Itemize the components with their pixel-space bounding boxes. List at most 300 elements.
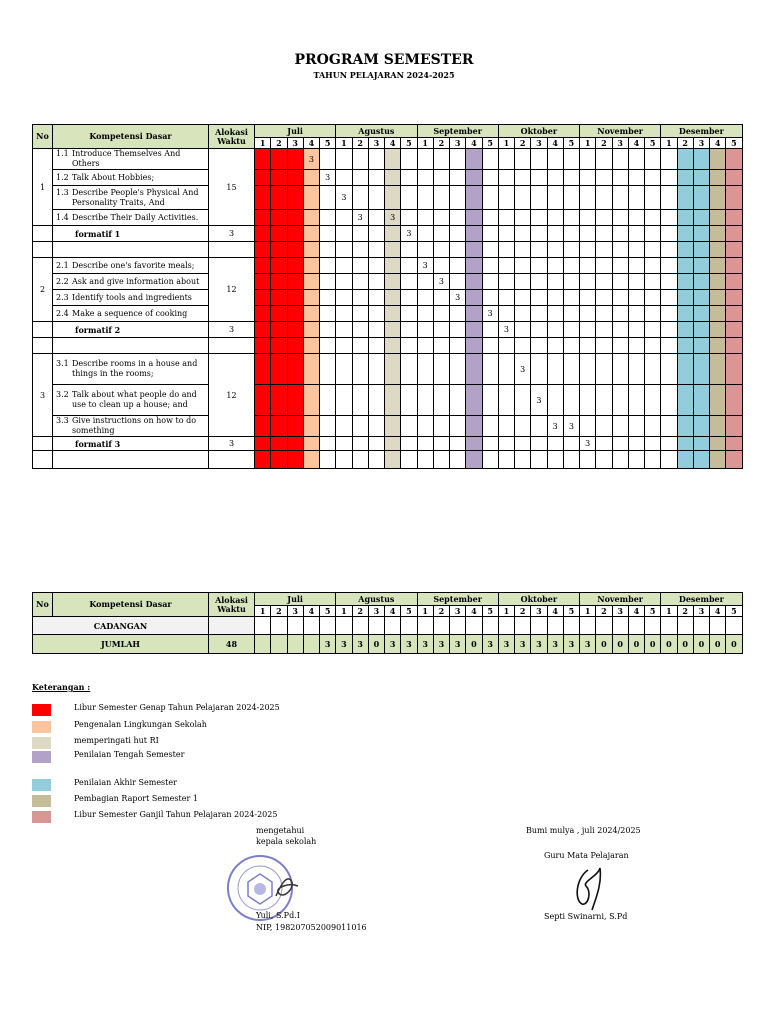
kd-item — [53, 354, 209, 385]
kd-item-number: 1.1 — [56, 149, 69, 158]
table-cell — [209, 617, 255, 635]
week-cell — [401, 617, 417, 635]
week-cell — [433, 385, 449, 416]
weekly-total: 3 — [482, 635, 498, 654]
header-week: 3 — [368, 606, 384, 617]
week-cell — [401, 437, 417, 451]
week-cell — [271, 210, 287, 226]
header-week: 5 — [401, 138, 417, 149]
signature-right-handwriting — [568, 866, 608, 912]
week-cell — [645, 290, 661, 306]
week-cell — [401, 149, 417, 170]
week-cell — [531, 416, 547, 437]
week-cell — [515, 274, 531, 290]
week-cell — [417, 451, 433, 469]
week-cell — [693, 306, 709, 322]
week-cell — [271, 242, 287, 258]
header-week: 4 — [385, 606, 401, 617]
header-week: 2 — [271, 606, 287, 617]
jumlah-alokasi: 48 — [209, 635, 255, 654]
week-cell — [466, 354, 482, 385]
week-mark: 3 — [336, 186, 352, 210]
weekly-total: 3 — [417, 635, 433, 654]
week-cell — [661, 437, 677, 451]
week-cell — [710, 242, 726, 258]
week-cell — [693, 437, 709, 451]
week-cell — [466, 451, 482, 469]
week-cell — [710, 416, 726, 437]
kd-item-text: Describe Their Daily Activities. — [72, 212, 199, 222]
week-cell — [287, 274, 303, 290]
week-cell — [612, 274, 628, 290]
week-mark: 3 — [320, 170, 336, 186]
week-cell — [417, 416, 433, 437]
formatif-label: formatif 3 — [53, 437, 209, 451]
week-cell — [531, 451, 547, 469]
header-week: 3 — [612, 138, 628, 149]
table-row — [33, 385, 743, 416]
table-cell — [33, 451, 53, 469]
week-cell — [726, 258, 742, 274]
week-cell — [450, 186, 466, 210]
week-cell — [580, 617, 596, 635]
week-cell — [433, 416, 449, 437]
header-no: No — [33, 125, 53, 149]
week-cell — [596, 258, 612, 274]
week-cell — [368, 306, 384, 322]
weekly-total: 3 — [352, 635, 368, 654]
weekly-total: 3 — [320, 635, 336, 654]
week-cell — [368, 322, 384, 338]
week-cell — [482, 322, 498, 338]
week-cell — [531, 226, 547, 242]
week-cell — [401, 354, 417, 385]
kd-item-number: 1.4 — [56, 212, 69, 222]
signature-right-name: Septi Swinarni, S.Pd — [544, 912, 628, 921]
legend-label: Libur Semester Ganjil Tahun Pelajaran 2024-2025 — [74, 810, 278, 819]
kd-item — [53, 186, 209, 210]
week-cell — [303, 306, 319, 322]
week-cell — [287, 322, 303, 338]
week-cell — [628, 274, 644, 290]
week-cell — [596, 385, 612, 416]
week-cell — [612, 338, 628, 354]
week-cell — [287, 242, 303, 258]
week-cell — [515, 186, 531, 210]
week-cell — [580, 258, 596, 274]
week-cell — [677, 322, 693, 338]
week-cell — [596, 322, 612, 338]
signature-left-line2: kepala sekolah — [256, 837, 317, 846]
week-cell — [498, 274, 514, 290]
week-mark: 3 — [303, 149, 319, 170]
week-cell — [320, 290, 336, 306]
legend-label: Libur Semester Genap Tahun Pelajaran 2024-2025 — [74, 703, 280, 712]
header-week: 4 — [710, 606, 726, 617]
week-cell — [336, 322, 352, 338]
week-cell — [515, 290, 531, 306]
week-cell — [352, 416, 368, 437]
week-cell — [726, 274, 742, 290]
week-cell — [563, 451, 579, 469]
week-cell — [580, 416, 596, 437]
header-week: 4 — [466, 138, 482, 149]
week-cell — [433, 210, 449, 226]
week-cell — [580, 210, 596, 226]
kd-item-text: Describe People's Physical And Personality Traits, And — [72, 187, 199, 207]
week-cell — [287, 306, 303, 322]
kd-item-number: 1.3 — [56, 187, 69, 197]
week-cell — [645, 149, 661, 170]
weekly-total: 3 — [336, 635, 352, 654]
week-cell — [255, 338, 271, 354]
week-cell — [303, 186, 319, 210]
week-cell — [417, 322, 433, 338]
group-alokasi: 12 — [209, 258, 255, 322]
week-cell — [401, 170, 417, 186]
week-cell — [677, 306, 693, 322]
week-cell — [596, 451, 612, 469]
week-cell — [531, 290, 547, 306]
formatif-row — [33, 437, 743, 451]
week-cell — [515, 617, 531, 635]
week-cell — [450, 354, 466, 385]
week-cell — [596, 210, 612, 226]
week-cell — [385, 258, 401, 274]
week-cell — [677, 242, 693, 258]
week-cell — [320, 258, 336, 274]
week-cell — [547, 186, 563, 210]
kd-item — [53, 170, 209, 186]
week-cell — [320, 338, 336, 354]
week-cell — [336, 354, 352, 385]
week-cell — [466, 170, 482, 186]
week-cell — [255, 290, 271, 306]
week-cell — [661, 210, 677, 226]
header-week: 2 — [596, 606, 612, 617]
week-cell — [303, 290, 319, 306]
week-cell — [531, 354, 547, 385]
week-mark: 3 — [563, 416, 579, 437]
week-cell — [726, 186, 742, 210]
header-week: 1 — [417, 138, 433, 149]
week-cell — [450, 322, 466, 338]
week-cell — [271, 322, 287, 338]
week-cell — [368, 149, 384, 170]
week-cell — [580, 242, 596, 258]
week-cell — [710, 338, 726, 354]
week-cell — [368, 210, 384, 226]
week-cell — [563, 290, 579, 306]
week-cell — [368, 170, 384, 186]
week-cell — [271, 617, 287, 635]
table-row — [33, 290, 743, 306]
week-cell — [498, 210, 514, 226]
week-cell — [336, 149, 352, 170]
week-cell — [255, 451, 271, 469]
week-cell — [693, 274, 709, 290]
week-cell — [401, 258, 417, 274]
week-cell — [596, 338, 612, 354]
header-week: 4 — [547, 606, 563, 617]
week-cell — [385, 170, 401, 186]
week-cell — [368, 385, 384, 416]
week-cell — [450, 170, 466, 186]
week-cell — [368, 437, 384, 451]
table-row — [33, 306, 743, 322]
header-kompetensi-dasar: Kompetensi Dasar — [53, 125, 209, 149]
week-cell — [336, 170, 352, 186]
week-cell — [628, 186, 644, 210]
week-cell — [368, 338, 384, 354]
week-cell — [547, 617, 563, 635]
week-cell — [726, 226, 742, 242]
week-cell — [271, 226, 287, 242]
week-cell — [628, 226, 644, 242]
week-cell — [385, 290, 401, 306]
table-row — [33, 210, 743, 226]
week-cell — [563, 210, 579, 226]
week-cell — [450, 416, 466, 437]
week-cell — [661, 385, 677, 416]
week-cell — [433, 290, 449, 306]
week-cell — [336, 242, 352, 258]
week-cell — [498, 149, 514, 170]
week-cell — [563, 306, 579, 322]
table-cell — [209, 242, 255, 258]
week-cell — [547, 258, 563, 274]
week-cell — [612, 210, 628, 226]
week-cell — [661, 274, 677, 290]
weekly-total: 3 — [515, 635, 531, 654]
week-cell — [385, 338, 401, 354]
week-cell — [710, 385, 726, 416]
week-cell — [303, 437, 319, 451]
weekly-total: 3 — [547, 635, 563, 654]
kd-item-number: 2.1 — [56, 260, 69, 270]
week-cell — [596, 617, 612, 635]
weekly-total: 0 — [628, 635, 644, 654]
week-cell — [271, 186, 287, 210]
legend-swatch — [32, 721, 51, 733]
week-cell — [450, 226, 466, 242]
week-cell — [303, 274, 319, 290]
signature-right-role: Guru Mata Pelajaran — [544, 851, 629, 860]
week-cell — [726, 149, 742, 170]
week-cell — [255, 274, 271, 290]
week-cell — [433, 242, 449, 258]
week-cell — [303, 258, 319, 274]
header-week: 3 — [287, 138, 303, 149]
week-cell — [726, 416, 742, 437]
week-cell — [693, 210, 709, 226]
semester-program-table — [32, 124, 743, 469]
week-cell — [726, 210, 742, 226]
week-cell — [531, 617, 547, 635]
week-cell — [628, 617, 644, 635]
week-cell — [352, 437, 368, 451]
week-cell — [303, 210, 319, 226]
week-cell — [417, 274, 433, 290]
legend-swatch — [32, 779, 51, 791]
week-cell — [563, 322, 579, 338]
week-cell — [645, 338, 661, 354]
week-cell — [693, 451, 709, 469]
header-week: 1 — [580, 138, 596, 149]
week-cell — [498, 354, 514, 385]
week-cell — [531, 149, 547, 170]
weekly-total: 0 — [661, 635, 677, 654]
week-cell — [450, 242, 466, 258]
header-month: Juli — [255, 593, 336, 606]
header-week: 3 — [450, 606, 466, 617]
week-cell — [726, 242, 742, 258]
week-cell — [515, 451, 531, 469]
week-cell — [401, 306, 417, 322]
week-cell — [531, 258, 547, 274]
week-cell — [352, 186, 368, 210]
week-cell — [433, 306, 449, 322]
week-mark: 3 — [352, 210, 368, 226]
week-cell — [271, 451, 287, 469]
formatif-alokasi: 3 — [209, 322, 255, 338]
week-cell — [401, 290, 417, 306]
header-week: 2 — [352, 606, 368, 617]
header-week: 2 — [677, 138, 693, 149]
week-cell — [661, 338, 677, 354]
week-cell — [563, 338, 579, 354]
week-cell — [580, 338, 596, 354]
week-cell — [385, 416, 401, 437]
week-cell — [645, 416, 661, 437]
week-cell — [596, 354, 612, 385]
week-cell — [515, 322, 531, 338]
week-cell — [628, 306, 644, 322]
weekly-total: 3 — [563, 635, 579, 654]
week-cell — [320, 210, 336, 226]
weekly-total: 3 — [580, 635, 596, 654]
week-cell — [612, 385, 628, 416]
week-cell — [531, 170, 547, 186]
header-month: Agustus — [336, 593, 417, 606]
cadangan-row — [33, 617, 743, 635]
header-week: 4 — [466, 606, 482, 617]
week-cell — [352, 170, 368, 186]
table-cell — [33, 242, 53, 258]
week-cell — [287, 170, 303, 186]
week-cell — [466, 242, 482, 258]
header-week: 4 — [385, 138, 401, 149]
week-cell — [466, 338, 482, 354]
week-mark: 3 — [433, 274, 449, 290]
week-cell — [596, 170, 612, 186]
week-cell — [466, 226, 482, 242]
week-cell — [693, 149, 709, 170]
week-cell — [710, 617, 726, 635]
legend-heading: Keterangan : — [32, 682, 91, 692]
kd-item-text: Give instructions on how to do something — [72, 416, 197, 435]
week-cell — [596, 226, 612, 242]
weekly-total: 0 — [677, 635, 693, 654]
week-cell — [612, 306, 628, 322]
group-alokasi: 12 — [209, 354, 255, 437]
week-cell — [645, 242, 661, 258]
week-cell — [433, 451, 449, 469]
week-cell — [677, 170, 693, 186]
week-cell — [515, 226, 531, 242]
header-week: 3 — [450, 138, 466, 149]
week-cell — [563, 226, 579, 242]
week-cell — [645, 617, 661, 635]
week-cell — [466, 186, 482, 210]
week-cell — [450, 258, 466, 274]
week-cell — [303, 617, 319, 635]
kd-item-number: 2.2 — [56, 276, 69, 286]
week-cell — [450, 617, 466, 635]
formatif-alokasi: 3 — [209, 226, 255, 242]
formatif-alokasi: 3 — [209, 437, 255, 451]
week-cell — [401, 186, 417, 210]
week-cell — [498, 306, 514, 322]
week-cell — [336, 274, 352, 290]
week-cell — [385, 451, 401, 469]
week-cell — [466, 416, 482, 437]
week-cell — [563, 385, 579, 416]
week-cell — [515, 170, 531, 186]
week-mark: 3 — [482, 306, 498, 322]
week-cell — [677, 258, 693, 274]
table-row — [33, 416, 743, 437]
week-cell — [255, 242, 271, 258]
week-cell — [320, 186, 336, 210]
week-cell — [498, 437, 514, 451]
week-cell — [710, 322, 726, 338]
header-week: 4 — [303, 138, 319, 149]
week-cell — [645, 354, 661, 385]
week-cell — [693, 290, 709, 306]
group-number: 1 — [33, 149, 53, 226]
week-cell — [482, 274, 498, 290]
week-cell — [710, 226, 726, 242]
header-week: 5 — [320, 138, 336, 149]
week-cell — [580, 186, 596, 210]
week-cell — [515, 338, 531, 354]
week-cell — [482, 258, 498, 274]
week-cell — [368, 617, 384, 635]
week-cell — [693, 322, 709, 338]
table-row — [33, 354, 743, 385]
week-cell — [693, 186, 709, 210]
week-cell — [628, 210, 644, 226]
week-cell — [596, 437, 612, 451]
week-cell — [450, 306, 466, 322]
header-month: Desember — [661, 125, 742, 138]
header-week: 1 — [498, 138, 514, 149]
kd-item — [53, 258, 209, 274]
week-cell — [287, 210, 303, 226]
week-cell — [547, 242, 563, 258]
week-cell — [433, 258, 449, 274]
week-cell — [515, 210, 531, 226]
summary-table — [32, 592, 743, 654]
header-week: 5 — [482, 138, 498, 149]
header-week: 2 — [515, 138, 531, 149]
week-cell — [336, 306, 352, 322]
week-cell — [710, 170, 726, 186]
table-row — [33, 149, 743, 170]
header-week: 1 — [661, 138, 677, 149]
header-week: 4 — [303, 606, 319, 617]
